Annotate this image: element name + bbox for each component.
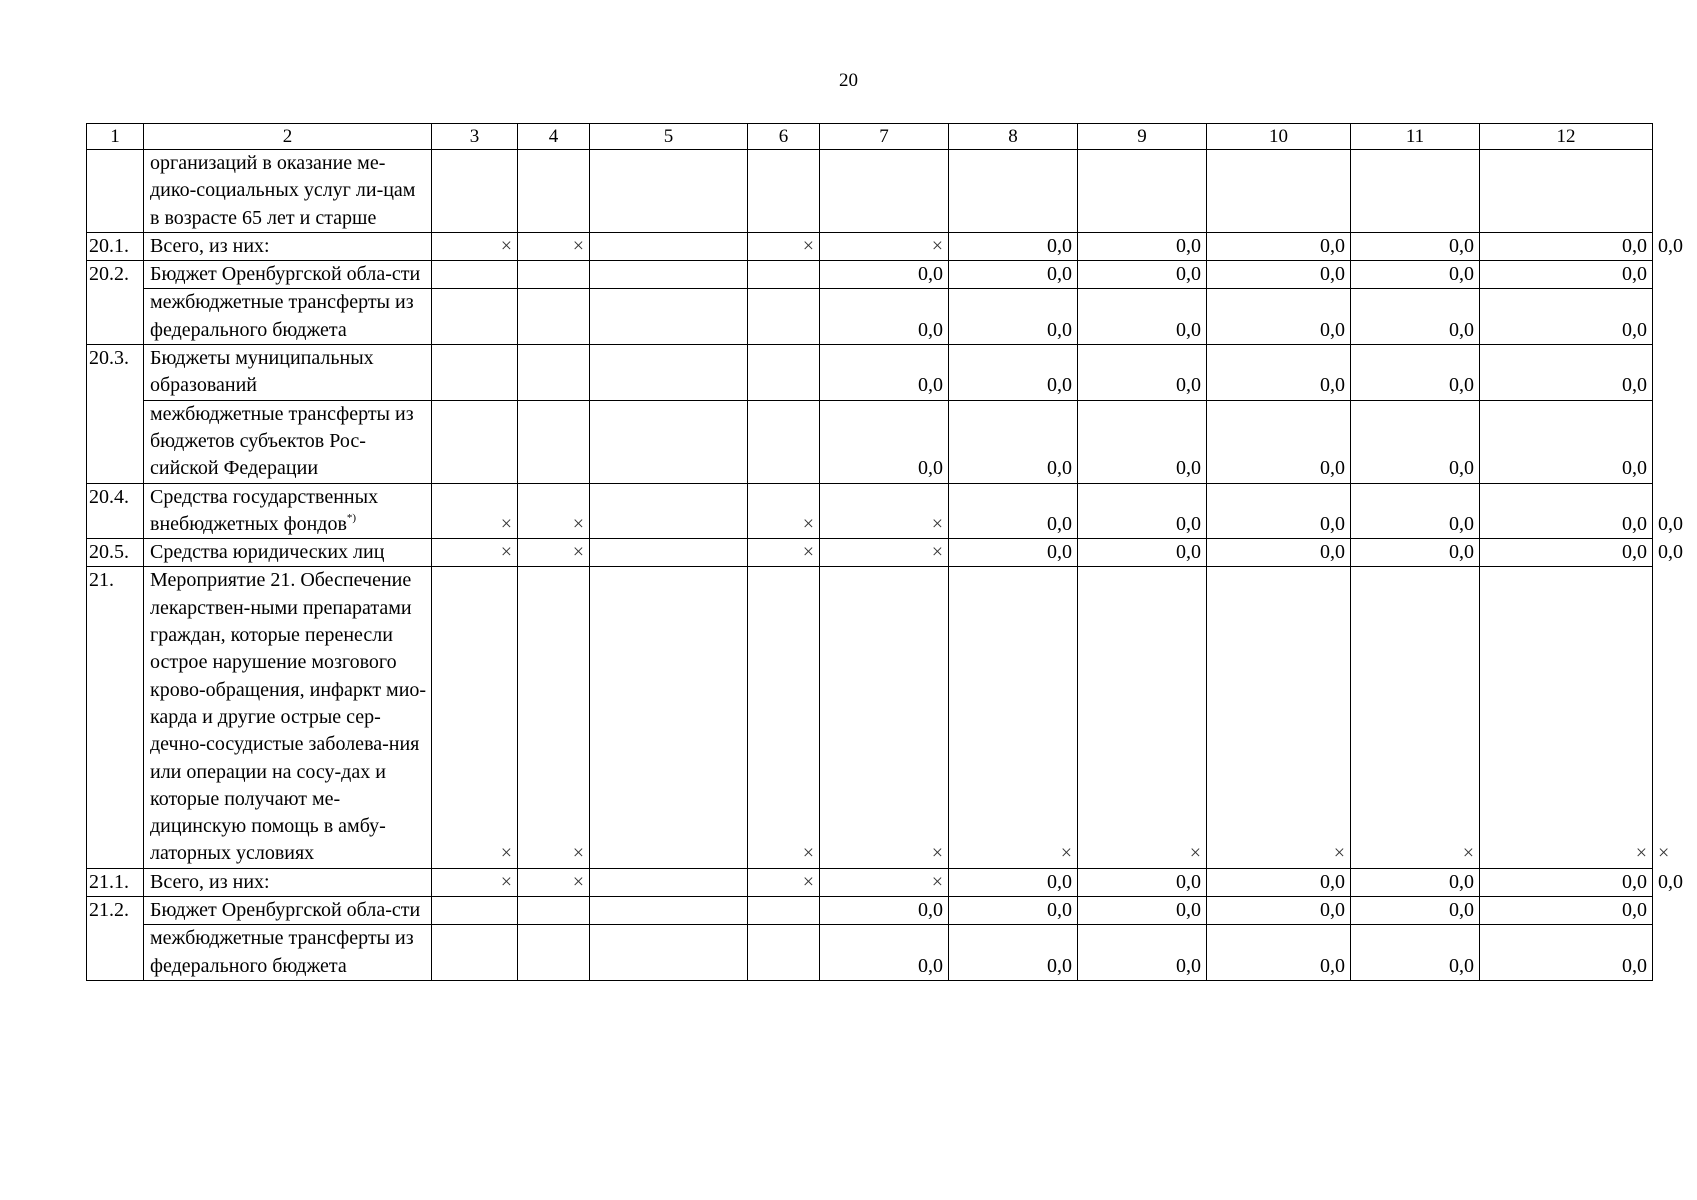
value-cell: 0,0: [1207, 868, 1351, 896]
value-cell: 0,0: [949, 345, 1078, 401]
value-cell: 0,0: [820, 261, 949, 289]
column-header: 7: [820, 124, 949, 150]
row-description: Мероприятие 21. Обеспечение лекарствен-ными препаратами граждан, которые перенесли острое нарушение мозгового крово-обращения, инфаркт мио-карда и другие острые сер-дечно-сосудистые заболева-ния или операции на сосу-дах и которые получают ме-дицинскую помощь в амбу-латорных условиях: [144, 567, 432, 868]
value-cell: 0,0: [1078, 261, 1207, 289]
value-cell: 0,0: [949, 483, 1078, 539]
not-applicable-mark: ×: [820, 483, 949, 539]
column-header: 2: [144, 124, 432, 150]
not-applicable-mark: ×: [518, 567, 590, 868]
row-number: 20.2.: [87, 261, 144, 345]
not-applicable-mark: ×: [1351, 567, 1480, 868]
value-cell: 0,0: [1078, 232, 1207, 260]
value-cell: 0,0: [1207, 400, 1351, 483]
row-description: межбюджетные трансферты из бюджетов субъектов Рос-сийской Федерации: [144, 400, 432, 483]
row-description: [144, 483, 432, 539]
table-row: 21.1. Всего, из них: × × × × 0,0 0,0 0,0 0,0 0,0 0,0: [87, 868, 1653, 896]
not-applicable-mark: ×: [1207, 567, 1351, 868]
not-applicable-mark: ×: [1480, 567, 1653, 868]
not-applicable-mark: ×: [820, 567, 949, 868]
value-cell: 0,0: [949, 897, 1078, 925]
value-cell: 0,0: [1351, 925, 1480, 981]
value-cell: 0,0: [1480, 925, 1653, 981]
table-row: [87, 345, 1653, 401]
row-number: 21.2.: [87, 897, 144, 981]
not-applicable-mark: ×: [432, 483, 518, 539]
column-header: 1: [87, 124, 144, 150]
value-cell: 0,0: [1480, 868, 1653, 896]
value-cell: 0,0: [820, 345, 949, 401]
column-header: 3: [432, 124, 518, 150]
value-cell: 0,0: [949, 539, 1078, 567]
not-applicable-mark: ×: [432, 539, 518, 567]
value-cell: 0,0: [1480, 289, 1653, 345]
value-cell: 0,0: [1480, 539, 1653, 567]
value-cell: 0,0: [1480, 483, 1653, 539]
value-cell: 0,0: [949, 400, 1078, 483]
value-cell: 0,0: [1078, 483, 1207, 539]
table-row: [87, 289, 1653, 345]
value-cell: 0,0: [949, 232, 1078, 260]
value-cell: 0,0: [1351, 868, 1480, 896]
table-row: 21. Мероприятие 21. Обеспечение лекарствен-ными препаратами граждан, которые перенесли острое нарушение мозгового крово-обращения, инфаркт мио-карда и другие острые сер-дечно-сосудистые заболева-ния или операции на сосу-дах и которые получают ме-дицинскую помощь в амбу-латорных условиях × × × × × × × × × ×: [87, 567, 1653, 868]
value-cell: 0,0: [1480, 232, 1653, 260]
value-cell: 0,0: [1207, 345, 1351, 401]
column-header: 11: [1351, 124, 1480, 150]
row-description: межбюджетные трансферты из федерального бюджета: [144, 289, 432, 345]
value-cell: 0,0: [1351, 539, 1480, 567]
value-cell: 0,0: [1351, 261, 1480, 289]
value-cell: 0,0: [820, 400, 949, 483]
row-description: Всего, из них:: [144, 868, 432, 896]
footnote-marker: *): [346, 511, 357, 524]
row-description-text: Средства государственных внебюджетных фондов: [150, 485, 379, 535]
row-description: Бюджеты муниципальных образований: [144, 345, 432, 401]
table-row: 20.4. Средства государственных внебюджетных фондов*) × × × × 0,0 0,0 0,0 0,0 0,0 0,0: [87, 483, 1653, 539]
value-cell: 0,0: [1078, 345, 1207, 401]
value-cell: 0,0: [1480, 345, 1653, 401]
value-cell: 0,0: [949, 925, 1078, 981]
row-number: [87, 150, 144, 233]
value-cell: 0,0: [1351, 289, 1480, 345]
value-cell: 0,0: [1078, 400, 1207, 483]
not-applicable-mark: ×: [748, 868, 820, 896]
table-row: [87, 150, 1653, 233]
value-cell: 0,0: [1078, 539, 1207, 567]
value-cell: 0,0: [820, 925, 949, 981]
not-applicable-mark: ×: [820, 539, 949, 567]
table-row: [87, 261, 1653, 289]
table-row: [87, 925, 1653, 981]
row-description: Бюджет Оренбургской обла-сти: [144, 897, 432, 925]
not-applicable-mark: ×: [820, 868, 949, 896]
row-description: Бюджет Оренбургской обла-сти: [144, 261, 432, 289]
row-number: 21.: [87, 567, 144, 868]
not-applicable-mark: ×: [748, 567, 820, 868]
row-number: 20.3.: [87, 345, 144, 483]
value-cell: 0,0: [1207, 261, 1351, 289]
column-header: 5: [590, 124, 748, 150]
value-cell: 0,0: [1207, 925, 1351, 981]
row-description: организаций в оказание ме-дико-социальных услуг ли-цам в возрасте 65 лет и старше: [144, 150, 432, 233]
value-cell: 0,0: [1207, 289, 1351, 345]
not-applicable-mark: ×: [748, 483, 820, 539]
not-applicable-mark: ×: [432, 868, 518, 896]
row-description: межбюджетные трансферты из федерального бюджета: [144, 925, 432, 981]
row-number: 21.1.: [87, 868, 144, 896]
row-description: Всего, из них:: [144, 232, 432, 260]
row-description: Средства юридических лиц: [144, 539, 432, 567]
page-number: 20: [839, 70, 858, 91]
not-applicable-mark: ×: [820, 232, 949, 260]
not-applicable-mark: ×: [748, 232, 820, 260]
value-cell: 0,0: [1351, 400, 1480, 483]
column-header: 4: [518, 124, 590, 150]
column-header-row: [87, 124, 1653, 150]
row-number: 20.1.: [87, 232, 144, 260]
value-cell: 0,0: [820, 289, 949, 345]
value-cell: 0,0: [1207, 539, 1351, 567]
row-number: 20.4.: [87, 483, 144, 539]
table-row: 20.5. Средства юридических лиц × × × × 0,0 0,0 0,0 0,0 0,0 0,0: [87, 539, 1653, 567]
value-cell: 0,0: [1207, 897, 1351, 925]
budget-table: [86, 123, 1683, 981]
value-cell: 0,0: [820, 897, 949, 925]
not-applicable-mark: ×: [949, 567, 1078, 868]
column-header: 12: [1480, 124, 1653, 150]
table-row: 20.1. Всего, из них: × × × × 0,0 0,0 0,0 0,0 0,0 0,0: [87, 232, 1653, 260]
value-cell: 0,0: [1480, 261, 1653, 289]
value-cell: 0,0: [1207, 232, 1351, 260]
not-applicable-mark: ×: [432, 567, 518, 868]
column-header: 10: [1207, 124, 1351, 150]
column-header: 8: [949, 124, 1078, 150]
not-applicable-mark: ×: [518, 868, 590, 896]
table-row: [87, 400, 1653, 483]
not-applicable-mark: ×: [518, 539, 590, 567]
value-cell: 0,0: [1078, 925, 1207, 981]
table-row: [87, 897, 1653, 925]
value-cell: 0,0: [1078, 897, 1207, 925]
not-applicable-mark: ×: [748, 539, 820, 567]
value-cell: 0,0: [1351, 345, 1480, 401]
not-applicable-mark: ×: [1078, 567, 1207, 868]
value-cell: 0,0: [1351, 232, 1480, 260]
value-cell: 0,0: [949, 868, 1078, 896]
value-cell: 0,0: [1351, 483, 1480, 539]
value-cell: 0,0: [1078, 289, 1207, 345]
value-cell: 0,0: [1480, 897, 1653, 925]
value-cell: 0,0: [949, 261, 1078, 289]
value-cell: 0,0: [1480, 400, 1653, 483]
column-header: 9: [1078, 124, 1207, 150]
value-cell: 0,0: [1351, 897, 1480, 925]
not-applicable-mark: ×: [518, 483, 590, 539]
not-applicable-mark: ×: [432, 232, 518, 260]
value-cell: 0,0: [1207, 483, 1351, 539]
row-number: 20.5.: [87, 539, 144, 567]
not-applicable-mark: ×: [518, 232, 590, 260]
value-cell: 0,0: [949, 289, 1078, 345]
column-header: 6: [748, 124, 820, 150]
value-cell: 0,0: [1078, 868, 1207, 896]
